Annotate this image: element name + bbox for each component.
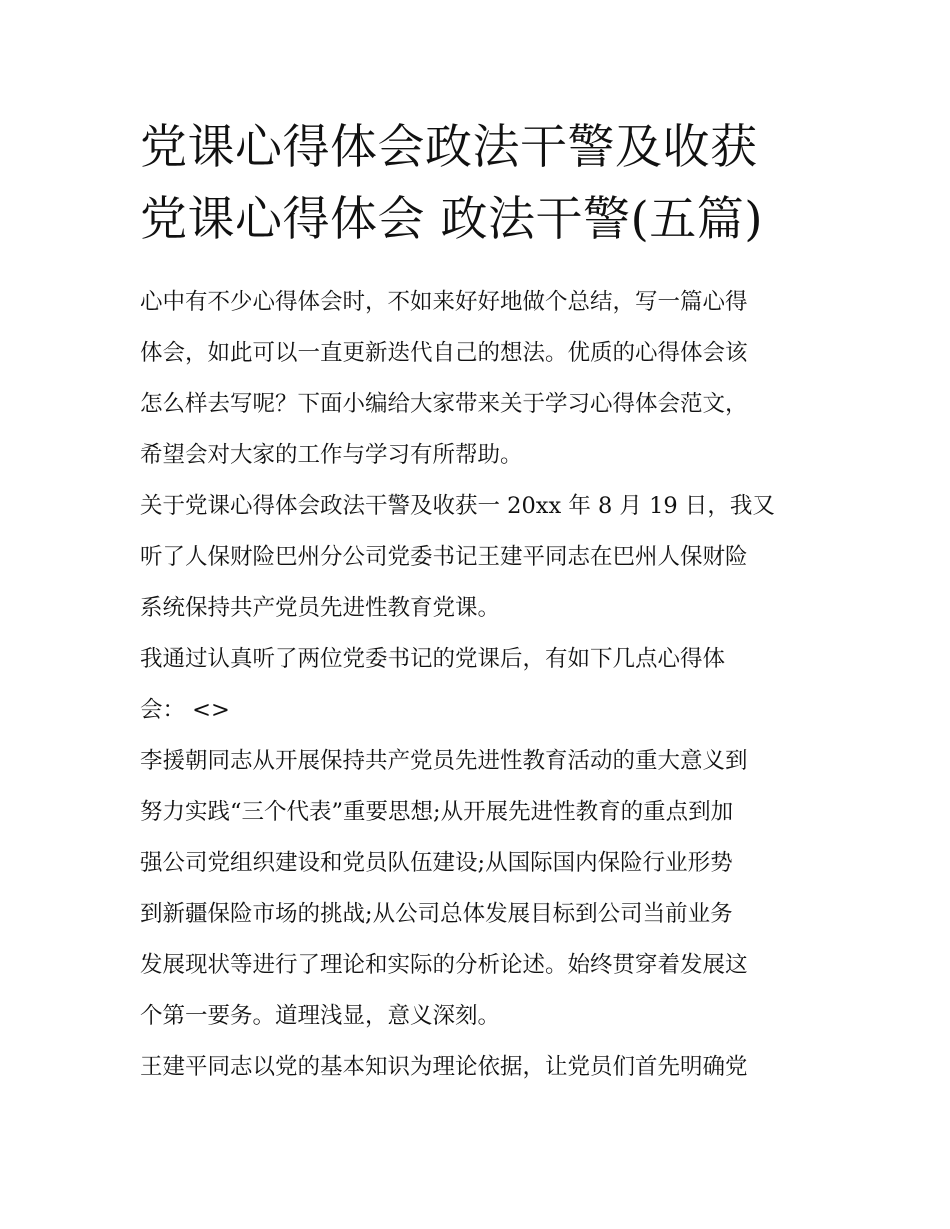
paragraph-line: 系统保持共产党员先进性教育党课。	[140, 595, 501, 621]
paragraph-line: 王建平同志以党的基本知识为理论依据，让党员们首先明确党	[140, 1054, 748, 1080]
title-line-1: 党课心得体会政法干警及收获	[140, 120, 758, 175]
paragraph-line: 怎么样去写呢？下面小编给大家带来关于学习心得体会范文，	[140, 391, 748, 417]
document-title	[140, 112, 840, 256]
paragraph-line: 努力实践“三个代表”重要思想;从开展先进性教育的重点到加	[140, 799, 734, 825]
paragraph-line: 体会，如此可以一直更新迭代自己的想法。优质的心得体会该	[140, 340, 748, 366]
paragraph-line: 我通过认真听了两位党委书记的党课后，有如下几点心得体	[140, 646, 726, 672]
paragraph-li-yuanchao	[140, 736, 820, 1042]
paragraph-line: 到新疆保险市场的挑战;从公司总体发展目标到公司当前业务	[140, 901, 733, 927]
title-line-2: 党课心得体会 政法干警(五篇)	[140, 192, 764, 247]
paragraph-line: 个第一要务。道理浅显，意义深刻。	[140, 1003, 501, 1029]
paragraph-wang-jianping	[140, 1042, 820, 1093]
paragraph-line: 李援朝同志从开展保持共产党员先进性教育活动的重大意义到	[140, 748, 748, 774]
paragraph-line: 发展现状等进行了理论和实际的分析论述。始终贯穿着发展这	[140, 952, 748, 978]
paragraph-line: 听了人保财险巴州分公司党委书记王建平同志在巴州人保财险	[140, 544, 748, 570]
paragraph-intro	[140, 277, 820, 481]
paragraph-line: 希望会对大家的工作与学习有所帮助。	[140, 442, 523, 468]
paragraph-takeaways-lead	[140, 634, 820, 736]
document-body	[140, 277, 820, 1093]
paragraph-first-essay-intro	[140, 481, 820, 634]
paragraph-line: 关于党课心得体会政法干警及收获一 20xx 年 8 月 19 日，我又	[140, 493, 775, 519]
paragraph-line: 会： <>	[140, 697, 230, 723]
paragraph-line: 心中有不少心得体会时，不如来好好地做个总结，写一篇心得	[140, 289, 748, 315]
paragraph-line: 强公司党组织建设和党员队伍建设;从国际国内保险行业形势	[140, 850, 733, 876]
